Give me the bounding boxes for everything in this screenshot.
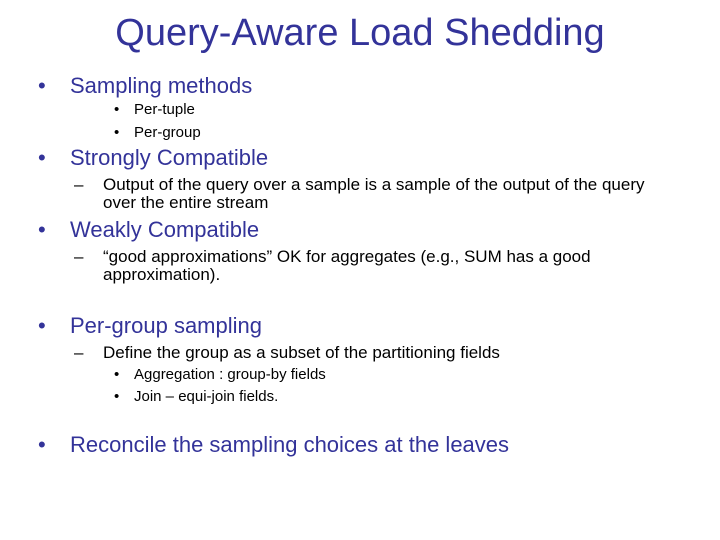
bullet-icon: • (114, 124, 120, 141)
bullet-per-group-sampling (38, 313, 262, 339)
sub-bullet-join (114, 388, 278, 406)
bullet-reconcile (38, 432, 509, 458)
bullet-label: Reconcile the sampling choices at the leaves (70, 432, 510, 457)
detail-per-group-sampling (74, 344, 674, 362)
bullet-icon: • (38, 73, 46, 98)
bullet-icon: • (114, 101, 120, 118)
bullet-icon: • (38, 432, 46, 457)
slide-title: Query-Aware Load Shedding (115, 12, 605, 54)
bullet-sampling-methods (38, 73, 252, 99)
sub-bullet-per-group (114, 124, 201, 142)
bullet-label: Weakly Compatible (70, 217, 260, 242)
sub-bullet-label: Aggregation : group-by fields (134, 366, 326, 383)
bullet-strongly-compatible (38, 145, 268, 171)
sub-bullet-aggregation (114, 366, 326, 384)
detail-strongly-compatible (74, 176, 674, 212)
sub-bullet-per-tuple (114, 101, 195, 119)
detail-text: Output of the query over a sample is a sample of the output of the query over the entire stream (103, 175, 645, 212)
dash-icon: – (74, 343, 84, 362)
detail-text: Define the group as a subset of the partitioning fields (103, 343, 500, 362)
bullet-label: Sampling methods (70, 73, 253, 98)
sub-bullet-label: Per-group (134, 124, 201, 141)
dash-icon: – (74, 247, 84, 266)
sub-bullet-label: Join – equi-join fields. (134, 388, 279, 405)
detail-text: “good approximations” OK for aggregates (e.g., SUM has a good approximation). (103, 247, 591, 284)
detail-weakly-compatible (74, 248, 674, 284)
bullet-label: Per-group sampling (70, 313, 262, 338)
dash-icon: – (74, 175, 84, 194)
bullet-icon: • (38, 145, 46, 170)
bullet-icon: • (38, 313, 46, 338)
sub-bullet-label: Per-tuple (134, 101, 195, 118)
bullet-label: Strongly Compatible (70, 145, 269, 170)
bullet-weakly-compatible (38, 217, 259, 243)
bullet-icon: • (114, 366, 120, 383)
bullet-icon: • (38, 217, 46, 242)
bullet-icon: • (114, 388, 120, 405)
